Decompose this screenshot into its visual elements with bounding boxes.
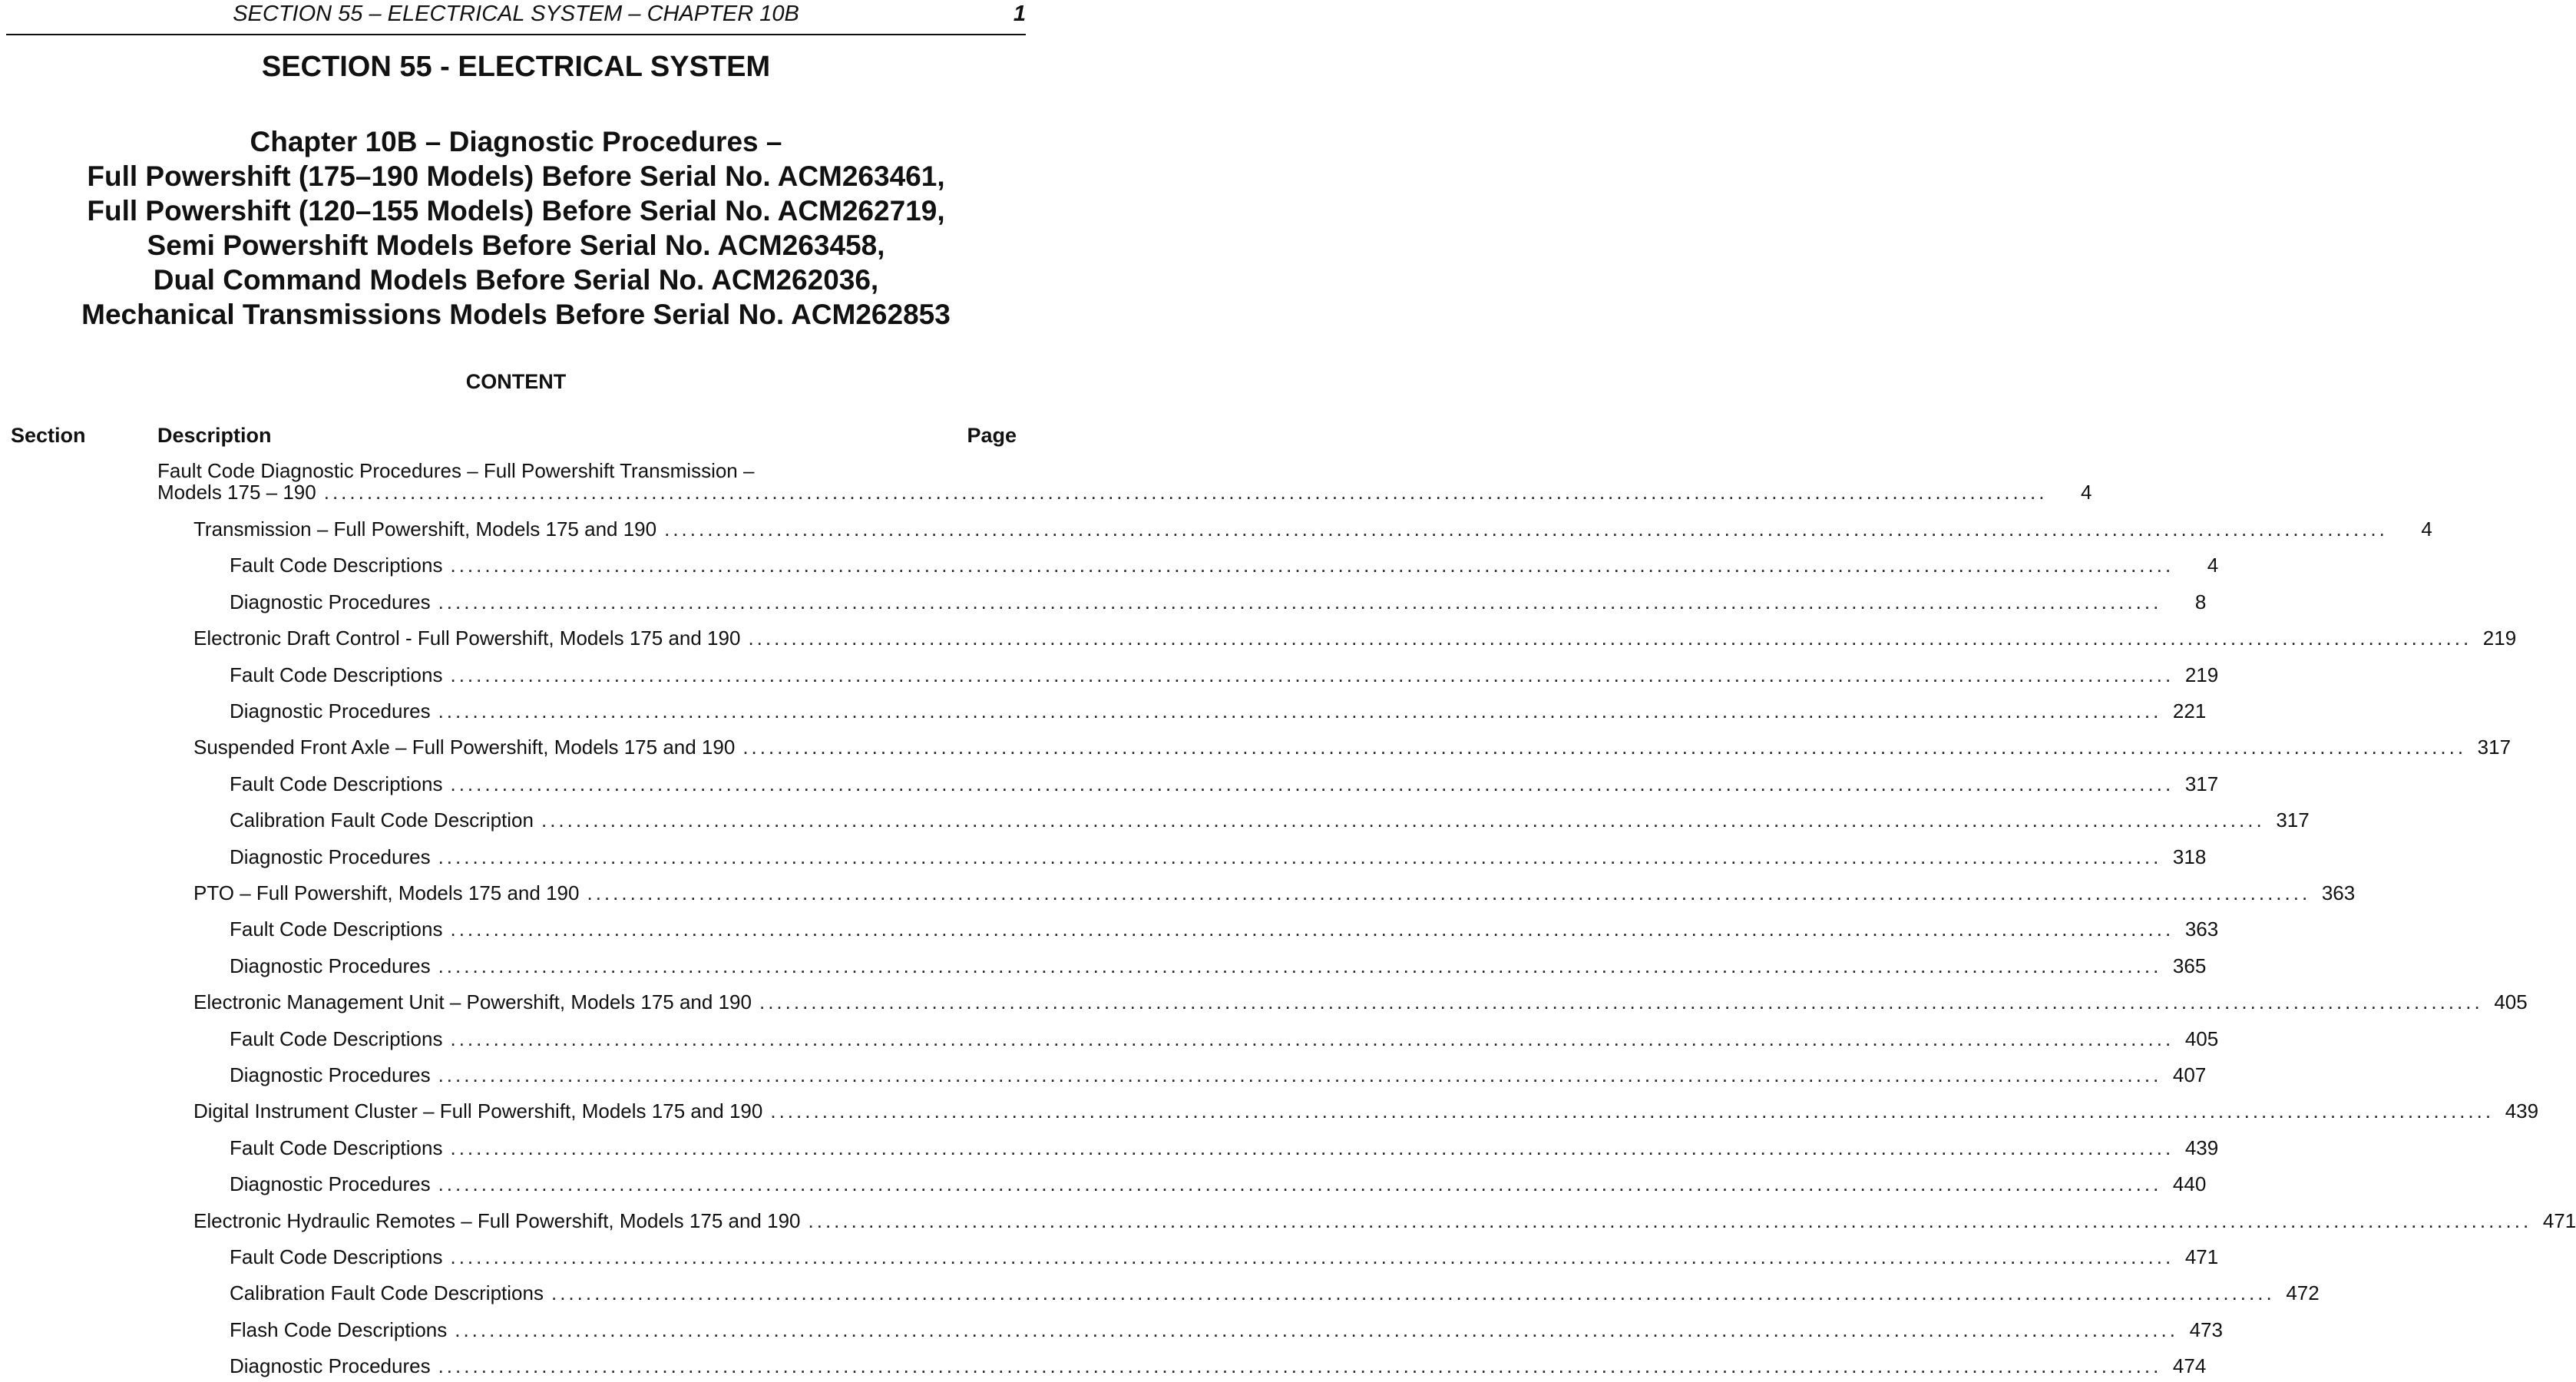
column-header-page: Page <box>967 424 1017 447</box>
dot-leader: ........................................................................................................................................................................................................ <box>438 954 2162 977</box>
toc-entry-page: 472 <box>2286 1281 2320 1304</box>
toc-entry-page: 8 <box>2194 590 2207 613</box>
toc-entry[interactable] <box>230 1281 2320 1308</box>
toc-entry[interactable] <box>230 1136 2219 1162</box>
toc-entry-page: 471 <box>2184 1245 2219 1268</box>
toc-entry[interactable] <box>230 1063 2207 1089</box>
toc-entry[interactable] <box>230 954 2207 980</box>
dot-leader: ........................................................................................................................................................................................................ <box>438 1354 2162 1377</box>
toc-entry-page: 405 <box>2494 990 2528 1013</box>
toc-entry-page: 219 <box>2184 663 2219 686</box>
chapter-title-line: Semi Powershift Models Before Serial No. ACM263458, <box>147 230 885 261</box>
dot-leader: ........................................................................................................................................................................................................ <box>450 772 2174 795</box>
toc-entry[interactable] <box>193 990 2528 1017</box>
dot-leader: ........................................................................................................................................................................................................ <box>759 990 2483 1013</box>
toc-entry[interactable] <box>230 1027 2219 1053</box>
toc-entry-page: 317 <box>2276 808 2310 832</box>
dot-leader: ........................................................................................................................................................................................................ <box>455 1318 2178 1341</box>
page-number: 1 <box>1013 2 1026 26</box>
toc-entry[interactable] <box>230 663 2219 689</box>
toc-entry-label: Calibration Fault Code Descriptions <box>230 1281 544 1304</box>
toc-entry[interactable] <box>193 736 2512 762</box>
toc-entry-label: Fault Code Descriptions <box>230 1136 443 1159</box>
dot-leader: ........................................................................................................................................................................................................ <box>438 590 2162 613</box>
toc-entry-label: Diagnostic Procedures <box>230 699 431 722</box>
running-header <box>6 0 1026 35</box>
toc-entry-label: Fault Code Descriptions <box>230 917 443 941</box>
toc-entry[interactable] <box>230 772 2219 798</box>
running-title: SECTION 55 – ELECTRICAL SYSTEM – CHAPTER 10B <box>233 2 799 26</box>
toc-entry-label: Digital Instrument Cluster – Full Powershift, Models 175 and 190 <box>193 1099 763 1122</box>
toc-entry-page: 405 <box>2184 1027 2219 1050</box>
column-header-description: Description <box>157 424 272 447</box>
toc-entry[interactable] <box>230 1172 2207 1199</box>
toc-entry-page: 363 <box>2321 881 2356 904</box>
toc-entry-label: Electronic Hydraulic Remotes – Full Powershift, Models 175 and 190 <box>193 1209 801 1232</box>
toc-entry-page: 439 <box>2184 1136 2219 1159</box>
dot-leader: ........................................................................................................................................................................................................ <box>450 1027 2174 1050</box>
toc-entry-page: 4 <box>2421 517 2432 541</box>
toc-entry-page: 317 <box>2477 736 2512 759</box>
toc-entry-label: Suspended Front Axle – Full Powershift, Models 175 and 190 <box>193 736 736 759</box>
toc-entry-label: Diagnostic Procedures <box>230 1063 431 1086</box>
toc-entry[interactable] <box>230 1245 2219 1271</box>
chapter-title-line: Dual Command Models Before Serial No. ACM262036, <box>153 264 879 296</box>
toc-entry-page: 473 <box>2189 1318 2223 1341</box>
toc-entry-page: 363 <box>2184 917 2219 941</box>
toc-entry-page: 439 <box>2505 1099 2539 1122</box>
toc-entry-page: 4 <box>2080 481 2092 504</box>
toc-entry[interactable] <box>230 917 2219 944</box>
toc-entry[interactable] <box>193 881 2356 908</box>
chapter-title-line: Full Powershift (120–155 Models) Before Serial No. ACM262719, <box>87 195 945 226</box>
dot-leader: ........................................................................................................................................................................................................ <box>450 663 2174 686</box>
dot-leader: ........................................................................................................................................................................................................ <box>541 808 2265 832</box>
toc-entry-label: Diagnostic Procedures <box>230 1172 431 1195</box>
chapter-title <box>0 124 1032 332</box>
dot-leader: ........................................................................................................................................................................................................ <box>808 1209 2532 1232</box>
toc-entry-page: 318 <box>2172 845 2207 868</box>
toc-entry[interactable] <box>230 590 2207 617</box>
toc-entry-label: Fault Code Descriptions <box>230 1027 443 1050</box>
toc-entry-label: Fault Code Descriptions <box>230 772 443 795</box>
toc-entry[interactable] <box>230 845 2207 871</box>
toc-entry-label: Electronic Management Unit – Powershift, Models 175 and 190 <box>193 990 752 1013</box>
toc-entry[interactable] <box>230 1318 2223 1344</box>
toc-entry-page: 219 <box>2482 627 2517 650</box>
toc-entry-label: Electronic Draft Control - Full Powershift, Models 175 and 190 <box>193 627 741 650</box>
toc-entry-label: Flash Code Descriptions <box>230 1318 448 1341</box>
dot-leader: ........................................................................................................................................................................................................ <box>551 1281 2275 1304</box>
toc-entry-page: 471 <box>2542 1209 2576 1232</box>
chapter-title-line: Full Powershift (175–190 Models) Before Serial No. ACM263461, <box>87 160 945 192</box>
content-heading: CONTENT <box>465 370 567 393</box>
dot-leader: ........................................................................................................................................................................................................ <box>770 1099 2495 1122</box>
toc-entry[interactable] <box>193 627 2517 653</box>
toc-entry[interactable] <box>230 1354 2207 1380</box>
chapter-title-line: Chapter 10B – Diagnostic Procedures – <box>250 126 782 157</box>
dot-leader: ........................................................................................................................................................................................................ <box>748 627 2472 650</box>
toc-entry-page: 4 <box>2207 554 2219 577</box>
toc-entry-page: 365 <box>2172 954 2207 977</box>
toc-entry-label: Diagnostic Procedures <box>230 1354 431 1377</box>
toc-entry-label: Transmission – Full Powershift, Models 175 and 190 <box>193 517 657 541</box>
toc-entry[interactable] <box>230 554 2219 580</box>
toc-entry-first-line: Fault Code Diagnostic Procedures – Full Powershift Transmission – <box>157 459 755 482</box>
toc-entry-label: Calibration Fault Code Description <box>230 808 534 832</box>
toc-entry-label: Models 175 – 190 <box>157 481 316 504</box>
toc-entry-label: Diagnostic Procedures <box>230 845 431 868</box>
toc-entry[interactable] <box>230 699 2207 726</box>
dot-leader: ........................................................................................................................................................................................................ <box>438 1063 2162 1086</box>
toc-entry[interactable] <box>193 1099 2539 1126</box>
toc-entry-label: Fault Code Descriptions <box>230 1245 443 1268</box>
toc-entry-label: Diagnostic Procedures <box>230 954 431 977</box>
toc-entry-label: Diagnostic Procedures <box>230 590 431 613</box>
toc-entry-page: 317 <box>2184 772 2219 795</box>
column-header-section: Section <box>11 424 86 447</box>
dot-leader: ........................................................................................................................................................................................................ <box>438 845 2162 868</box>
dot-leader: ........................................................................................................................................................................................................ <box>438 1172 2162 1195</box>
toc-entry[interactable] <box>193 517 2432 544</box>
dot-leader: ........................................................................................................................................................................................................ <box>742 736 2467 759</box>
dot-leader: ........................................................................................................................................................................................................ <box>450 554 2174 577</box>
dot-leader: ........................................................................................................................................................................................................ <box>450 1136 2174 1159</box>
toc-entry-label: Fault Code Descriptions <box>230 663 443 686</box>
toc-entry-label: Fault Code Descriptions <box>230 554 443 577</box>
toc-entry-page: 440 <box>2172 1172 2207 1195</box>
dot-leader: ........................................................................................................................................................................................................ <box>450 1245 2174 1268</box>
toc-entry[interactable] <box>157 481 2092 507</box>
toc-entry-page: 221 <box>2172 699 2207 722</box>
dot-leader: ........................................................................................................................................................................................................ <box>323 481 2048 504</box>
toc-entry-label: PTO – Full Powershift, Models 175 and 190 <box>193 881 580 904</box>
dot-leader: ........................................................................................................................................................................................................ <box>587 881 2311 904</box>
dot-leader: ........................................................................................................................................................................................................ <box>438 699 2162 722</box>
section-title: SECTION 55 - ELECTRICAL SYSTEM <box>261 51 771 83</box>
chapter-title-line: Mechanical Transmissions Models Before Serial No. ACM262853 <box>81 299 951 330</box>
dot-leader: ........................................................................................................................................................................................................ <box>450 917 2174 941</box>
toc-entry[interactable] <box>230 808 2310 835</box>
toc-entry-page: 474 <box>2172 1354 2207 1377</box>
dot-leader: ........................................................................................................................................................................................................ <box>664 517 2388 541</box>
toc-entry-page: 407 <box>2172 1063 2207 1086</box>
toc-entry[interactable] <box>193 1209 2576 1235</box>
